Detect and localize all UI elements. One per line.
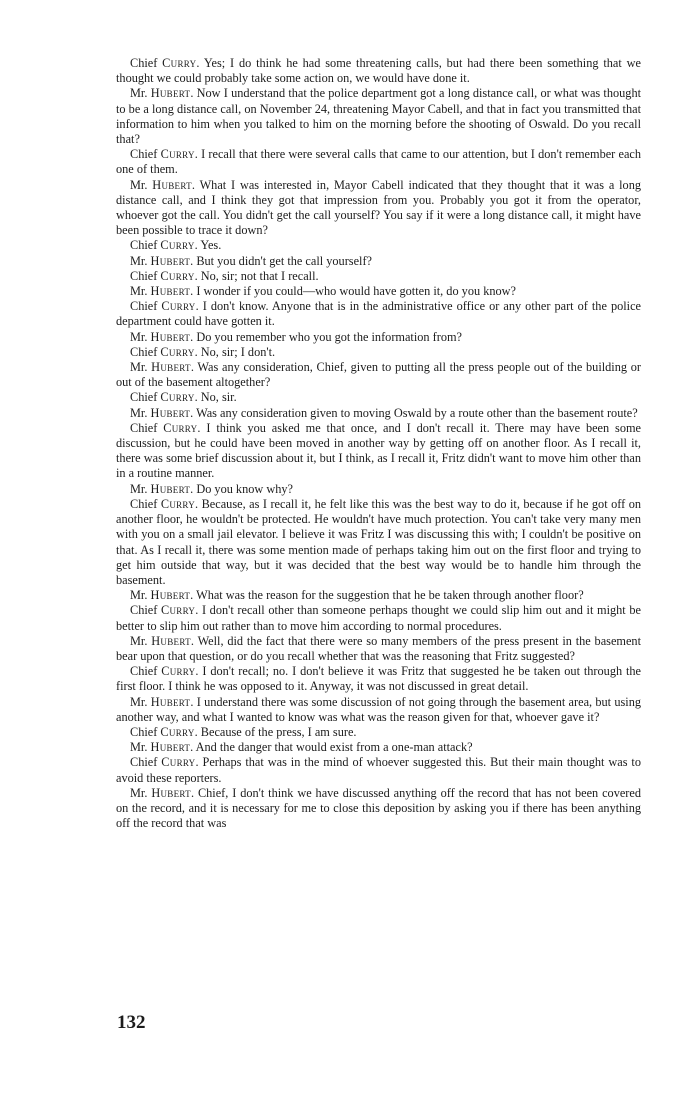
speech-text: I wonder if you could—who would have gotten it, do you know? (196, 284, 516, 299)
speaker-title: Chief (130, 724, 158, 739)
speech-text: Perhaps that was in the mind of whoever suggested this. But their main thought was to avoid these reporters. (116, 755, 641, 785)
transcript-paragraph: Mr. Hubert. I wonder if you could—who would have gotten it, do you know? (130, 284, 516, 299)
speaker-title: Mr. (130, 284, 148, 299)
speaker-name: Hubert (150, 284, 191, 299)
transcript-paragraph: Chief Curry. I don't recall other than someone perhaps thought we could slip him out and it might be better to slip him out rather than to move him according to normal procedures. (116, 603, 641, 633)
speech-text: What I was interested in, Mayor Cabell indicated that they thought that it was a long distance call, and I think they got that impression from you. Probably you got it from the operator, whoever got the call. You didn't get the call yourself? You say if it were a long distance call, it might have been possible to trace it down? (116, 177, 641, 238)
page-number: 132 (117, 1012, 146, 1033)
speech-text: Yes. (200, 238, 222, 253)
speaker-name: Curry (160, 238, 195, 253)
speaker-name: Curry (161, 299, 196, 314)
transcript-paragraph: Chief Curry. No, sir; not that I recall. (130, 268, 319, 283)
speaker-name: Curry (160, 268, 195, 283)
speaker-name: Curry (161, 664, 196, 679)
transcript-paragraph: Chief Curry. Perhaps that was in the mind of whoever suggested this. But their main thought was to avoid these reporters. (116, 755, 641, 785)
speaker-title: Chief (130, 344, 158, 359)
speaker-title: Chief (130, 56, 158, 70)
speaker-title: Chief (130, 664, 158, 679)
transcript-paragraph: Chief Curry. I recall that there were several calls that came to our attention, but I don't remember each one of them. (116, 147, 642, 177)
transcript-paragraph: Chief Curry. Because, as I recall it, he felt like this was the best way to do it, because if he got off on another floor, he wouldn't be protected. He wouldn't have much protection. You can't take very many men with you on a small jail elevator. I believe it was Fritz I was discussing this with; I couldn't be positive on that. As I recall it, there was some mention made of perhaps taking him out on the first floor and trying to get him outside that way, but it was decided that the best way would be to handle him through the basement. (116, 496, 641, 587)
speaker-title: Mr. (130, 588, 148, 603)
transcript-paragraph: Mr. Hubert. What was the reason for the suggestion that he be taken through another floor? (130, 588, 584, 603)
speaker-title: Chief (130, 238, 158, 253)
speaker-name: Hubert (151, 785, 191, 800)
speaker-name: Curry (160, 147, 195, 162)
speaker-title: Mr. (130, 329, 148, 344)
speaker-title: Mr. (130, 785, 148, 800)
speaker-title: Mr. (130, 86, 148, 101)
speech-text: Was any consideration, Chief, given to putting all the press people out of the building or out of the basement altogether? (116, 360, 641, 390)
speaker-title: Chief (130, 603, 158, 618)
speaker-name: Curry (160, 603, 196, 618)
transcript-paragraph: Mr. Hubert. I understand there was some discussion of not going through the basement area, but using another way, and what I wanted to know was what was the reason given for that, whoever gave it? (116, 694, 641, 724)
speaker-name: Hubert (151, 360, 191, 375)
speech-text: No, sir; not that I recall. (200, 268, 319, 283)
speaker-title: Chief (130, 268, 158, 283)
speaker-title: Mr. (130, 177, 148, 192)
speech-text: Do you know why? (196, 481, 293, 496)
speech-text: Yes; I do think he had some threatening calls, but had there been something that we thought we could probably take some action on, we would have done it. (116, 56, 641, 86)
speaker-title: Chief (130, 755, 158, 770)
transcript-paragraph: Chief Curry. I think you asked me that once, and I don't recall it. There may have been some discussion, but he could have been moved in another way by getting off on another floor. As I recall it, there was some brief discussion about it, but I think, as I recall it, Fritz didn't want to move him other than in a routine manner. (116, 420, 641, 481)
speech-text: I don't recall other than someone perhaps thought we could slip him out and it might be better to slip him out rather than to move him according to normal procedures. (116, 603, 641, 633)
speaker-name: Hubert (150, 405, 191, 420)
speech-text: I understand there was some discussion of not going through the basement area, but using another way, and what I wanted to know was what was the reason given for that, whoever gave it? (116, 694, 641, 724)
transcript-paragraph: Chief Curry. No, sir. (130, 390, 237, 405)
speaker-title: Chief (130, 496, 158, 511)
speaker-title: Mr. (130, 633, 148, 648)
speaker-name: Curry (163, 420, 198, 435)
transcript-paragraph: Chief Curry. Yes; I do think he had some threatening calls, but had there been something that we thought we could probably take some action on, we would have done it. (116, 56, 641, 86)
speaker-name: Curry (160, 496, 196, 511)
transcript-paragraph: Chief Curry. No, sir; I don't. (130, 344, 276, 359)
speech-text: I don't recall; no. I don't believe it was Fritz that suggested he be taken out through the first floor. I think he was opposed to it. Anyway, it was not discussed in great detail. (116, 664, 642, 694)
speaker-name: Hubert (150, 481, 191, 496)
speaker-title: Mr. (130, 253, 148, 268)
speaker-title: Mr. (130, 694, 148, 709)
transcript-paragraph: Mr. Hubert. And the danger that would exist from a one-man attack? (130, 740, 473, 755)
transcript-paragraph: Chief Curry. I don't recall; no. I don't believe it was Fritz that suggested he be taken out through the first floor. I think he was opposed to it. Anyway, it was not discussed in great detail. (116, 664, 642, 694)
speaker-title: Chief (130, 147, 158, 162)
transcript-paragraph: Mr. Hubert. But you didn't get the call yourself? (130, 253, 373, 268)
speaker-name: Hubert (150, 86, 191, 101)
speaker-name: Curry (162, 56, 197, 70)
speech-text: Well, did the fact that there were so many members of the press present in the basement bear upon that question, or do you recall whether that was the reasoning that Fritz suggested? (116, 633, 641, 663)
speech-text: No, sir. (200, 390, 237, 405)
transcript-paragraph: Mr. Hubert. Well, did the fact that there were so many members of the press present in the basement bear upon that question, or do you recall whether that was the reasoning that Fritz suggested? (116, 633, 641, 663)
speech-text: I recall that there were several calls that came to our attention, but I don't remember each one of them. (116, 147, 642, 177)
speech-text: But you didn't get the call yourself? (196, 253, 373, 268)
speech-text: What was the reason for the suggestion that he be taken through another floor? (196, 588, 584, 603)
speech-text: Because of the press, I am sure. (200, 724, 357, 739)
transcript-paragraph: Mr. Hubert. Now I understand that the police department got a long distance call, or what was thought to be a long distance call, on November 24, threatening Mayor Cabell, and that in fact you transmitted that information to him when you talked to him on the morning before the shooting of Oswald. Do you recall that? (116, 86, 642, 147)
speech-text: Because, as I recall it, he felt like this was the best way to do it, because if he got off on another floor, he wouldn't be protected. He wouldn't have much protection. You can't take very many men with you on a small jail elevator. I believe it was Fritz I was discussing this with; I couldn't be positive on that. As I recall it, there was some mention made of perhaps taking him out on the first floor and trying to get him outside that way, but it was decided that the best way would be to handle him through the basement. (116, 496, 641, 587)
speech-text: And the danger that would exist from a one-man attack? (195, 740, 473, 755)
transcript-page (116, 56, 641, 831)
speaker-title: Mr. (130, 740, 148, 755)
transcript-paragraph: Mr. Hubert. Do you know why? (130, 481, 293, 496)
speaker-name: Curry (160, 390, 195, 405)
speech-text: Was any consideration given to moving Oswald by a route other than the basement route? (196, 405, 638, 420)
speaker-title: Chief (130, 420, 158, 435)
speaker-title: Mr. (130, 405, 148, 420)
transcript-paragraph: Mr. Hubert. What I was interested in, Mayor Cabell indicated that they thought that it was a long distance call, and I think they got that impression from you. Probably you got it from the operator, whoever got the call. You didn't get the call yourself? You say if it were a long distance call, it might have been possible to trace it down? (116, 177, 641, 238)
speaker-name: Hubert (152, 177, 192, 192)
transcript-paragraph: Mr. Hubert. Do you remember who you got the information from? (130, 329, 462, 344)
speaker-name: Curry (160, 724, 195, 739)
speaker-name: Hubert (150, 694, 191, 709)
speaker-title: Chief (130, 390, 158, 405)
speaker-name: Curry (160, 344, 195, 359)
speech-text: I think you asked me that once, and I don't recall it. There may have been some discussion, but he could have been moved in another way by getting off on another floor. As I recall it, there was some brief discussion about it, but I think, as I recall it, Fritz didn't want to move him other than in a routine manner. (116, 420, 641, 481)
speech-text: No, sir; I don't. (200, 344, 276, 359)
speaker-name: Hubert (150, 588, 191, 603)
speech-text: Chief, I don't think we have discussed anything off the record that has not been covered on the record, and it is necessary for me to close this deposition by asking you if there has been anything off the record that was (116, 785, 642, 831)
speech-text: Do you remember who you got the information from? (196, 329, 462, 344)
speaker-name: Hubert (150, 329, 191, 344)
transcript-paragraph: Mr. Hubert. Chief, I don't think we have discussed anything off the record that has not been covered on the record, and it is necessary for me to close this deposition by asking you if there has been anything off the record that was (116, 785, 642, 831)
transcript-paragraph: Mr. Hubert. Was any consideration given to moving Oswald by a route other than the basement route? (130, 405, 638, 420)
speaker-title: Mr. (130, 481, 148, 496)
transcript-paragraph: Chief Curry. I don't know. Anyone that is in the administrative office or any other part of the police department could have gotten it. (116, 299, 641, 329)
transcript-paragraph: Mr. Hubert. Was any consideration, Chief, given to putting all the press people out of the building or out of the basement altogether? (116, 360, 641, 390)
transcript-paragraph: Chief Curry. Yes. (130, 238, 222, 253)
speaker-name: Hubert (151, 633, 191, 648)
speech-text: Now I understand that the police department got a long distance call, or what was thought to be a long distance call, on November 24, threatening Mayor Cabell, and that in fact you transmitted that information to him when you talked to him on the morning before the shooting of Oswald. Do you recall that? (116, 86, 642, 147)
transcript-paragraph: Chief Curry. Because of the press, I am sure. (130, 724, 357, 739)
speaker-title: Chief (130, 299, 158, 314)
speaker-name: Curry (161, 755, 196, 770)
speech-text: I don't know. Anyone that is in the administrative office or any other part of the police department could have gotten it. (116, 299, 641, 329)
speaker-name: Hubert (150, 253, 191, 268)
speaker-name: Hubert (150, 740, 191, 755)
speaker-title: Mr. (130, 360, 148, 375)
